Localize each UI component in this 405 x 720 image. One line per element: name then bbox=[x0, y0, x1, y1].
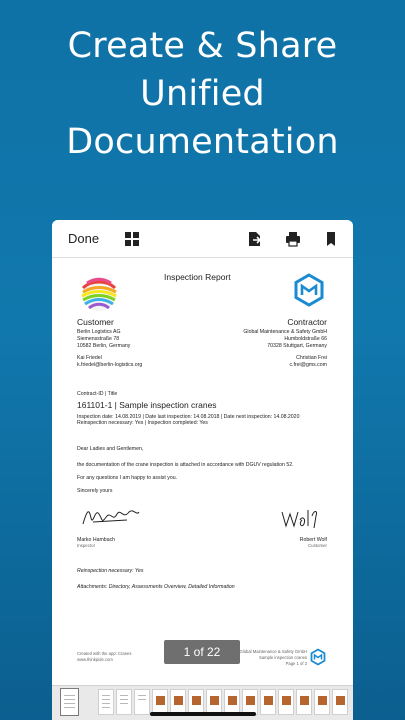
contractor-person: Christian Frei bbox=[296, 355, 327, 361]
page-thumbnail[interactable] bbox=[332, 689, 348, 715]
footer-right-2: Sample inspection cranes bbox=[259, 655, 307, 660]
contractor-street: Humboldstraße 66 bbox=[284, 336, 327, 342]
closing: Sincerely yours bbox=[77, 488, 113, 494]
bookmark-icon[interactable] bbox=[322, 230, 340, 248]
page-thumbnail[interactable] bbox=[278, 689, 294, 715]
contractor-company: Global Maintenance & Safety GmbH bbox=[243, 329, 327, 335]
salutation: Dear Ladies and Gentlemen, bbox=[77, 446, 144, 452]
home-indicator[interactable] bbox=[150, 712, 256, 716]
signer-right-name: Robert Wolf bbox=[299, 537, 327, 543]
footer-right-1: Global Maintenance & Safety GmbH bbox=[239, 649, 307, 654]
customer-city: 10582 Berlin, Germany bbox=[77, 343, 131, 349]
hero-headline bbox=[0, 22, 405, 166]
footer-logo-icon bbox=[310, 648, 326, 666]
customer-person: Kai Friedel bbox=[77, 355, 102, 361]
hero-line-1: Create & Share bbox=[67, 26, 338, 66]
inspection-dates: Inspection date: 14.08.2019 | Date last inspection: 14.08.2018 | Date next inspection: 14.08.2020 bbox=[77, 414, 300, 420]
contractor-logo-icon bbox=[293, 273, 325, 307]
signer-left-role: Inspector bbox=[77, 543, 96, 548]
signature-left bbox=[79, 504, 143, 530]
page-thumbnail[interactable] bbox=[134, 689, 150, 715]
page-thumbnail[interactable] bbox=[296, 689, 312, 715]
customer-heading: Customer bbox=[77, 317, 114, 327]
page-thumbnail[interactable] bbox=[260, 689, 276, 715]
report-page bbox=[52, 259, 353, 679]
signature-right bbox=[278, 506, 324, 532]
print-icon[interactable] bbox=[284, 230, 302, 248]
inspection-status: Reinspection necessary: Yes | Inspection completed: Yes bbox=[77, 420, 208, 426]
page-thumbnail[interactable] bbox=[116, 689, 132, 715]
contract-label: Contract-ID | Title bbox=[77, 391, 118, 397]
customer-street: Siemensstraße 78 bbox=[77, 336, 120, 342]
body-text-1: the documentation of the crane inspection is attached in accordance with DGUV regulation 52. bbox=[77, 462, 294, 468]
done-button[interactable]: Done bbox=[68, 231, 100, 246]
grid-icon[interactable] bbox=[123, 230, 141, 248]
footer-left-2: www.thinkpide.com bbox=[77, 657, 113, 662]
export-icon[interactable] bbox=[246, 230, 264, 248]
reinspection-note: Reinspection necessary: Yes bbox=[77, 568, 144, 574]
footer-left-1: Created with the app: Cranes bbox=[77, 651, 132, 656]
signer-right-role: Customer bbox=[307, 543, 327, 548]
page-thumbnail[interactable] bbox=[314, 689, 330, 715]
contract-title: 161101-1 | Sample inspection cranes bbox=[77, 400, 217, 410]
customer-logo-icon bbox=[81, 276, 117, 312]
signer-left-name: Marko Hambach bbox=[77, 537, 116, 543]
footer-right-3: Page 1 of 3 bbox=[285, 661, 307, 666]
attachments-note: Attachments: Directory, Assessments Overview, Detailed Information bbox=[77, 584, 235, 590]
hero-line-2: Unified bbox=[140, 74, 265, 114]
contractor-heading: Contractor bbox=[287, 317, 327, 327]
hero-line-3: Documentation bbox=[66, 122, 339, 162]
report-title: Inspection Report bbox=[164, 272, 231, 282]
document-viewer bbox=[52, 220, 353, 720]
contractor-email: c.frei@gms.com bbox=[289, 362, 327, 368]
customer-email: k.friedel@berlin-logistics.org bbox=[77, 362, 143, 368]
customer-company: Berlin Logistics AG bbox=[77, 329, 121, 335]
page-thumbnail[interactable] bbox=[60, 688, 79, 716]
viewer-toolbar bbox=[52, 220, 353, 258]
page-thumbnail[interactable] bbox=[98, 689, 114, 715]
page-indicator: 1 of 22 bbox=[164, 640, 240, 664]
contractor-city: 70328 Stuttgart, Germany bbox=[267, 343, 327, 349]
body-text-2: For any questions I am happy to assist you. bbox=[77, 475, 178, 481]
